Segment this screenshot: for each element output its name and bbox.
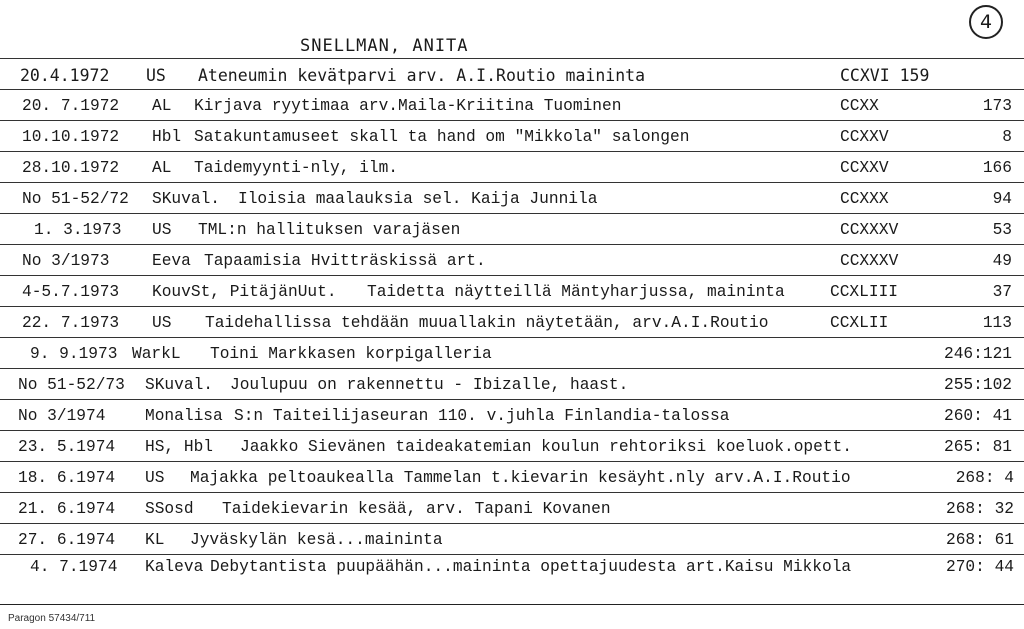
- entry-date: 4. 7.1974: [30, 558, 118, 576]
- entry-text: Kirjava ryytimaa arv.Maila-Kriitina Tuominen: [194, 97, 622, 115]
- entry-volume: CCXXV: [840, 159, 889, 177]
- entry-date: 20. 7.1972: [22, 97, 120, 115]
- ruled-line: [0, 492, 1024, 493]
- entry-row: [0, 341, 1024, 367]
- entry-text: Taidekievarin kesää, arv. Tapani Kovanen: [222, 500, 611, 518]
- ruled-line: [0, 58, 1024, 59]
- page-number-text: 4: [979, 11, 993, 33]
- entry-row: [0, 465, 1024, 491]
- entry-text: Jaakko Sievänen taideakatemian koulun rehtoriksi koeluok.opett.: [240, 438, 852, 456]
- entry-text: Jyväskylän kesä...maininta: [190, 531, 443, 549]
- entry-volume: CCXXXV: [840, 221, 899, 239]
- entry-row: [0, 279, 1024, 305]
- circled-page-number: [969, 5, 1003, 39]
- entry-page: 268: 32: [946, 500, 1014, 518]
- entry-source: KouvSt, PitäjänUut.: [152, 283, 337, 301]
- entry-source: HS, Hbl: [145, 438, 213, 456]
- entry-page: 53: [992, 221, 1012, 239]
- entry-source: Eeva: [152, 252, 191, 270]
- entry-row: [0, 554, 1024, 580]
- entry-text: Toini Markkasen korpigalleria: [210, 345, 492, 363]
- entry-date: 9. 9.1973: [30, 345, 118, 363]
- entry-source: Hbl: [152, 128, 182, 146]
- ruled-line: [0, 151, 1024, 152]
- entry-date: 28.10.1972: [22, 159, 120, 177]
- entry-page: 265: 81: [944, 438, 1012, 456]
- entry-date: 23. 5.1974: [18, 438, 116, 456]
- entry-text: Taidemyynti-nly, ilm.: [194, 159, 398, 177]
- ruled-line: [0, 337, 1024, 338]
- entry-source: SSosd: [145, 500, 194, 518]
- entry-row: [0, 186, 1024, 212]
- entry-date: No 3/1973: [22, 252, 110, 270]
- ruled-line: [0, 244, 1024, 245]
- entry-row: [0, 310, 1024, 336]
- entry-date: 18. 6.1974: [18, 469, 116, 487]
- entry-date: No 3/1974: [18, 407, 106, 425]
- entry-row: [0, 434, 1024, 460]
- entry-page: 37: [992, 283, 1012, 301]
- entry-source: AL: [152, 159, 172, 177]
- entry-row: [0, 248, 1024, 274]
- entry-source: Kaleva: [145, 558, 204, 576]
- entry-page: 268: 61: [946, 531, 1014, 549]
- entry-source: US: [152, 314, 172, 332]
- ruled-line: [0, 430, 1024, 431]
- entry-source: AL: [152, 97, 172, 115]
- entry-page: 94: [992, 190, 1012, 208]
- entry-page: 8: [1002, 128, 1012, 146]
- entry-page: 173: [982, 97, 1012, 115]
- entry-page: 255:102: [944, 376, 1012, 394]
- entry-text: TML:n hallituksen varajäsen: [198, 221, 461, 239]
- entry-page: 270: 44: [946, 558, 1014, 576]
- entry-text: Ateneumin kevätparvi arv. A.I.Routio maininta: [198, 66, 646, 85]
- entry-date: 1. 3.1973: [34, 221, 122, 239]
- ruled-line: [0, 368, 1024, 369]
- entry-volume: CCXXV: [840, 128, 889, 146]
- entry-source: US: [145, 469, 165, 487]
- entry-row: [0, 155, 1024, 181]
- entry-text: Debytantista puupäähän...maininta opettajuudesta art.Kaisu Mikkola: [210, 558, 852, 576]
- entry-row: [0, 124, 1024, 150]
- entry-row: [0, 372, 1024, 398]
- entry-row: [0, 93, 1024, 119]
- ruled-line: [0, 523, 1024, 524]
- ruled-line: [0, 275, 1024, 276]
- entry-page: 268: 4: [955, 469, 1014, 487]
- entry-source: SKuval.: [152, 190, 220, 208]
- entry-source: SKuval.: [145, 376, 213, 394]
- entry-date: 4-5.7.1973: [22, 283, 120, 301]
- ruled-line: [0, 182, 1024, 183]
- entry-date: No 51-52/73: [18, 376, 125, 394]
- ruled-line: [0, 120, 1024, 121]
- entry-page: 246:121: [944, 345, 1012, 363]
- entry-volume: CCXLII: [830, 314, 889, 332]
- entry-date: 21. 6.1974: [18, 500, 116, 518]
- entry-text: Taidehallissa tehdään muuallakin näytetään, arv.A.I.Routio: [205, 314, 769, 332]
- entry-text: Taidetta näytteillä Mäntyharjussa, maininta: [367, 283, 785, 301]
- entry-source: Monalisa: [145, 407, 223, 425]
- entry-volume: CCXVI 159: [840, 66, 930, 85]
- entry-volume: CCXX: [840, 97, 879, 115]
- ruled-line: [0, 399, 1024, 400]
- entry-text: Joulupuu on rakennettu - Ibizalle, haast.: [230, 376, 629, 394]
- entry-text: S:n Taiteilijaseuran 110. v.juhla Finlandia-talossa: [234, 407, 730, 425]
- card-heading-name: SNELLMAN, ANITA: [300, 36, 469, 56]
- entry-date: 10.10.1972: [22, 128, 120, 146]
- entry-row: [0, 527, 1024, 553]
- entry-text: Iloisia maalauksia sel. Kaija Junnila: [238, 190, 598, 208]
- entry-page: 260: 41: [944, 407, 1012, 425]
- entry-volume: CCXXX: [840, 190, 889, 208]
- entry-row: [0, 403, 1024, 429]
- entry-source: US: [146, 66, 166, 85]
- entry-source: US: [152, 221, 172, 239]
- entry-page: 113: [982, 314, 1012, 332]
- entry-source: WarkL: [132, 345, 181, 363]
- entry-row: [0, 217, 1024, 243]
- ruled-line: [0, 461, 1024, 462]
- entry-date: 27. 6.1974: [18, 531, 116, 549]
- ruled-line: [0, 89, 1024, 90]
- entry-text: Satakuntamuseet skall ta hand om "Mikkola" salongen: [194, 128, 690, 146]
- entry-source: KL: [145, 531, 165, 549]
- entry-date: No 51-52/72: [22, 190, 129, 208]
- ruled-line: [0, 213, 1024, 214]
- entry-page: 166: [982, 159, 1012, 177]
- entry-volume: CCXXXV: [840, 252, 899, 270]
- card-print-mark: Paragon 57434/711: [8, 613, 96, 624]
- entry-text: Tapaamisia Hvitträskissä art.: [204, 252, 486, 270]
- entry-row: [0, 62, 1024, 88]
- entry-date: 20.4.1972: [20, 66, 110, 85]
- ruled-line: [0, 306, 1024, 307]
- entry-row: [0, 496, 1024, 522]
- ruled-line-bottom: [0, 604, 1024, 605]
- entry-page: 49: [992, 252, 1012, 270]
- entry-volume: CCXLIII: [830, 283, 898, 301]
- entry-text: Majakka peltoaukealla Tammelan t.kievarin kesäyht.nly arv.A.I.Routio: [190, 469, 851, 487]
- entry-date: 22. 7.1973: [22, 314, 120, 332]
